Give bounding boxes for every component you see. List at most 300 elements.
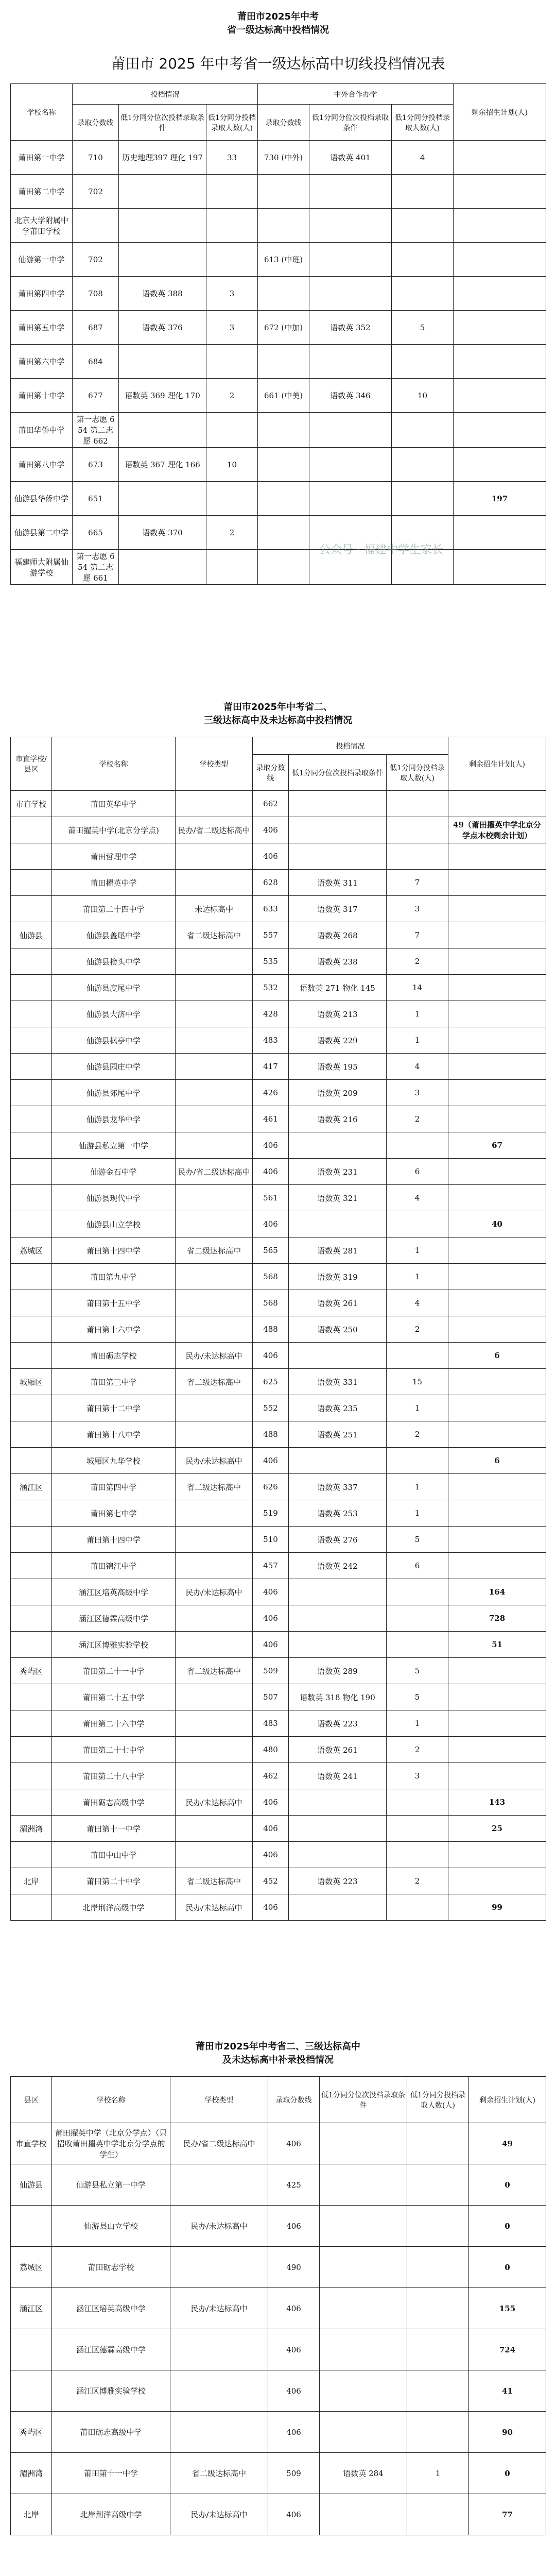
- cell-school: 仙游县大济中学: [52, 1001, 176, 1027]
- cell-cond: 语数英 261: [289, 1290, 387, 1316]
- cell-district: [11, 2206, 52, 2247]
- cell-type: [170, 2247, 268, 2288]
- cell-school: 莆田第二十四中学: [52, 896, 176, 922]
- cell-cond: 语数英 229: [289, 1027, 387, 1054]
- cell-remain: [448, 1474, 546, 1500]
- cell-school: 仙游县华侨中学: [11, 482, 73, 516]
- cell-district: [11, 1527, 52, 1553]
- cell-num: [387, 1789, 448, 1816]
- table-row: [11, 1185, 546, 1211]
- col-score: 录取分数线: [268, 2077, 320, 2123]
- cell-cond: [320, 2164, 407, 2206]
- cell-cond: [119, 209, 206, 243]
- cell-remain: 41: [469, 2370, 546, 2412]
- table-2: [10, 737, 546, 1921]
- cell-remain: [454, 243, 546, 277]
- cell-num: [387, 817, 448, 843]
- table-row: [11, 2288, 546, 2329]
- cell-school: 莆田第十一中学: [52, 1816, 176, 1842]
- cell-score: 708: [73, 277, 119, 311]
- table-row: [11, 243, 546, 277]
- cell-score: 633: [253, 896, 289, 922]
- cell-cond: 语数英 242: [289, 1553, 387, 1579]
- cell-district: 涵江区: [11, 1474, 52, 1500]
- cell-cond: 语数英 271 物化 145: [289, 975, 387, 1001]
- table-1: [10, 83, 546, 585]
- cell-num2: [392, 482, 454, 516]
- cell-cond: 语数英 367 理化 166: [119, 448, 206, 482]
- cell-cond: 语数英 281: [289, 1238, 387, 1264]
- cell-remain: [448, 948, 546, 975]
- cell-num2: [392, 209, 454, 243]
- cell-remain: 0: [469, 2247, 546, 2288]
- cell-district: [11, 1632, 52, 1658]
- cell-remain: [454, 175, 546, 209]
- cell-remain: 49（莆田擢英中学北京分学点本校剩余计划）: [448, 817, 546, 843]
- cell-num: 4: [387, 1185, 448, 1211]
- cell-cond2: [309, 175, 392, 209]
- cell-district: [11, 1789, 52, 1816]
- cell-num: [387, 1632, 448, 1658]
- cell-school: 莆田擢英中学(北京分学点): [52, 817, 176, 843]
- col-district: 县区: [11, 2077, 52, 2123]
- cell-score2: [258, 345, 309, 379]
- cell-type: [176, 1264, 253, 1290]
- table-row: [11, 1211, 546, 1238]
- cell-school: 莆田第十一中学: [52, 2453, 170, 2494]
- cell-school: 莆田第九中学: [52, 1264, 176, 1290]
- cell-school: 莆田第二十中学: [52, 1868, 176, 1894]
- cell-num: 1: [407, 2453, 469, 2494]
- cell-cond: 语数英 331: [289, 1369, 387, 1395]
- cell-cond2: 语数英 346: [309, 379, 392, 413]
- cell-school: 涵江区博雅实验学校: [52, 2370, 170, 2412]
- cell-cond: 语数英 241: [289, 1763, 387, 1789]
- cell-type: [170, 2412, 268, 2453]
- cell-score: 490: [268, 2247, 320, 2288]
- cell-score: 507: [253, 1684, 289, 1710]
- cell-num: 6: [387, 1553, 448, 1579]
- cell-type: 民办/省二级达标高中: [170, 2123, 268, 2164]
- cell-type: 省二级达标高中: [176, 1238, 253, 1264]
- cell-cond: [289, 791, 387, 817]
- cell-score: 651: [73, 482, 119, 516]
- cell-cond: 语数英 376: [119, 311, 206, 345]
- cell-district: [11, 1054, 52, 1080]
- col-school: 学校名称: [52, 2077, 170, 2123]
- cell-cond: [320, 2370, 407, 2412]
- cell-remain: 99: [448, 1894, 546, 1921]
- cell-school: 莆田第四中学: [11, 277, 73, 311]
- cell-score2: 730 (中外): [258, 141, 309, 175]
- cell-cond: 语数英 213: [289, 1001, 387, 1027]
- cell-remain: [448, 1159, 546, 1185]
- table-row: [11, 1159, 546, 1185]
- cell-type: [176, 1185, 253, 1211]
- table-row: [11, 2164, 546, 2206]
- cell-remain: [448, 1737, 546, 1763]
- cell-district: 北岸: [11, 2494, 52, 2535]
- cell-district: 市直学校: [11, 2123, 52, 2164]
- cell-district: [11, 1080, 52, 1106]
- cell-school: 仙游县私立第一中学: [52, 1132, 176, 1159]
- table-row: [11, 2453, 546, 2494]
- cell-score: 426: [253, 1080, 289, 1106]
- cell-remain: [448, 1421, 546, 1448]
- table-row: [11, 2123, 546, 2164]
- cell-cond: 语数英 253: [289, 1500, 387, 1527]
- cell-score: 687: [73, 311, 119, 345]
- cell-score: 519: [253, 1500, 289, 1527]
- cell-num: [387, 1605, 448, 1632]
- table-row: [11, 1842, 546, 1868]
- cell-school: 莆田锦江中学: [52, 1553, 176, 1579]
- cell-num: 3: [387, 1763, 448, 1789]
- cell-num: 1: [387, 1001, 448, 1027]
- cell-school: 莆田第十四中学: [52, 1527, 176, 1553]
- cell-cond: [119, 345, 206, 379]
- cell-cond: 语数英 321: [289, 1185, 387, 1211]
- cell-score: 483: [253, 1027, 289, 1054]
- section-2-subheading: 三级达标高中及未达标高中投档情况: [204, 715, 352, 726]
- cell-score: 480: [253, 1737, 289, 1763]
- cell-school: 莆田中山中学: [52, 1842, 176, 1868]
- table-row: [11, 2370, 546, 2412]
- cell-type: [176, 1553, 253, 1579]
- cell-score: 568: [253, 1290, 289, 1316]
- cell-remain: [454, 311, 546, 345]
- cell-cond: [320, 2288, 407, 2329]
- watermark: 公众号 · 福建中学生家长: [319, 544, 443, 556]
- col-remain: 剩余招生计划(人): [448, 737, 546, 791]
- cell-type: [170, 2329, 268, 2370]
- cell-score: 406: [253, 1816, 289, 1842]
- cell-score: 532: [253, 975, 289, 1001]
- cell-score: 628: [253, 870, 289, 896]
- cell-district: [11, 1132, 52, 1159]
- col-district: 市直学校/县区: [11, 737, 52, 791]
- cell-school: 莆田华侨中学: [11, 413, 73, 448]
- cell-type: [176, 1290, 253, 1316]
- cell-score: 488: [253, 1316, 289, 1343]
- table-3: [10, 2076, 546, 2535]
- cell-remain: [448, 975, 546, 1001]
- cell-score: 406: [268, 2412, 320, 2453]
- cell-remain: [454, 550, 546, 585]
- cell-district: 荔城区: [11, 1238, 52, 1264]
- cell-score: 462: [253, 1763, 289, 1789]
- cell-type: 民办/未达标高中: [170, 2288, 268, 2329]
- cell-school: 仙游县度尾中学: [52, 975, 176, 1001]
- cell-remain: [454, 413, 546, 448]
- cell-score: 561: [253, 1185, 289, 1211]
- cell-school: 莆田第七中学: [52, 1500, 176, 1527]
- cell-num: 10: [206, 448, 258, 482]
- cell-score: 702: [73, 175, 119, 209]
- cell-school: 北京大学附属中学莆田学校: [11, 209, 73, 243]
- cell-remain: [448, 1106, 546, 1132]
- col-num: 低1分同分投档录取人数(人): [206, 105, 258, 141]
- cell-cond: 语数英 311: [289, 870, 387, 896]
- cell-cond: [119, 243, 206, 277]
- cell-cond: [119, 175, 206, 209]
- cell-district: [11, 1343, 52, 1369]
- cell-score2: 613 (中班): [258, 243, 309, 277]
- cell-num2: [392, 413, 454, 448]
- cell-score: 710: [73, 141, 119, 175]
- cell-school: 仙游县龙华中学: [52, 1106, 176, 1132]
- cell-score2: 672 (中加): [258, 311, 309, 345]
- cell-school: 仙游县榜头中学: [52, 948, 176, 975]
- table-row: [11, 175, 546, 209]
- cell-type: [176, 1001, 253, 1027]
- cell-num: [206, 550, 258, 585]
- cell-cond: [320, 2206, 407, 2247]
- cell-num: 1: [387, 1474, 448, 1500]
- table-row: [11, 1369, 546, 1395]
- cell-num: [407, 2370, 469, 2412]
- cell-remain: 143: [448, 1789, 546, 1816]
- cell-type: 民办/省二级达标高中: [176, 1159, 253, 1185]
- table-row: [11, 1001, 546, 1027]
- cell-remain: [448, 1054, 546, 1080]
- cell-num2: 5: [392, 311, 454, 345]
- cell-type: 民办/未达标高中: [176, 1343, 253, 1369]
- cell-num: 2: [206, 516, 258, 550]
- cell-score: 406: [268, 2370, 320, 2412]
- cell-num: 1: [387, 1264, 448, 1290]
- cell-school: 莆田第二十八中学: [52, 1763, 176, 1789]
- table-row: [11, 1421, 546, 1448]
- cell-num: [407, 2247, 469, 2288]
- cell-num: 5: [387, 1684, 448, 1710]
- cell-num2: [392, 175, 454, 209]
- table-row: [11, 2329, 546, 2370]
- cell-cond2: [309, 448, 392, 482]
- cell-score: 702: [73, 243, 119, 277]
- table-row: [11, 1658, 546, 1684]
- cell-type: 民办/未达标高中: [170, 2494, 268, 2535]
- cell-score: 406: [268, 2494, 320, 2535]
- cell-district: 秀屿区: [11, 1658, 52, 1684]
- cell-score: 406: [268, 2206, 320, 2247]
- cell-remain: 51: [448, 1632, 546, 1658]
- cell-score: 406: [253, 1789, 289, 1816]
- cell-district: [11, 870, 52, 896]
- cell-num: [407, 2412, 469, 2453]
- cell-district: [11, 1395, 52, 1421]
- table-row: [11, 870, 546, 896]
- cell-school: 北岸荆洋高级中学: [52, 2494, 170, 2535]
- cell-school: 仙游县郊尾中学: [52, 1080, 176, 1106]
- cell-district: 湄洲湾: [11, 2453, 52, 2494]
- cell-score2: [258, 413, 309, 448]
- cell-num: 2: [387, 1868, 448, 1894]
- cell-cond: 语数英 223: [289, 1868, 387, 1894]
- cell-school: 莆田第五中学: [11, 311, 73, 345]
- cell-type: 省二级达标高中: [176, 1474, 253, 1500]
- cell-school: 涵江区德霖高级中学: [52, 2329, 170, 2370]
- table-3-body: [11, 2123, 546, 2535]
- cell-type: [176, 1816, 253, 1842]
- cell-remain: [448, 1185, 546, 1211]
- table-row: [11, 1605, 546, 1632]
- cell-district: [11, 1027, 52, 1054]
- cell-type: [176, 1763, 253, 1789]
- cell-cond: [119, 413, 206, 448]
- cell-num: 3: [387, 1080, 448, 1106]
- cell-cond2: 语数英 352: [309, 311, 392, 345]
- cell-cond: 语数英 250: [289, 1316, 387, 1343]
- table-row: [11, 379, 546, 413]
- cell-remain: [454, 516, 546, 550]
- cell-district: 市直学校: [11, 791, 52, 817]
- cell-district: [11, 1264, 52, 1290]
- cell-score: 406: [253, 1159, 289, 1185]
- cell-cond: 语数英 195: [289, 1054, 387, 1080]
- cell-type: [176, 1132, 253, 1159]
- table-1-body: [11, 141, 546, 585]
- table-row: [11, 1763, 546, 1789]
- cell-cond: [289, 1211, 387, 1238]
- cell-school: 莆田第四中学: [52, 1474, 176, 1500]
- cell-district: [11, 1763, 52, 1789]
- table-row: [11, 922, 546, 948]
- table-row: [11, 1080, 546, 1106]
- col-tdqk: 投档情况: [253, 737, 448, 755]
- cell-cond: [289, 1132, 387, 1159]
- table-row: [11, 1316, 546, 1343]
- cell-num: 2: [387, 948, 448, 975]
- cell-remain: [448, 1500, 546, 1527]
- cell-type: [176, 870, 253, 896]
- cell-type: 省二级达标高中: [176, 1868, 253, 1894]
- cell-remain: 25: [448, 1816, 546, 1842]
- col-school: 学校名称: [11, 84, 73, 141]
- cell-district: [11, 1684, 52, 1710]
- cell-remain: 90: [469, 2412, 546, 2453]
- cell-remain: 728: [448, 1605, 546, 1632]
- cell-num: 15: [387, 1369, 448, 1395]
- cell-remain: [448, 1395, 546, 1421]
- cell-score2: [258, 209, 309, 243]
- cell-num: [387, 1579, 448, 1605]
- cell-num: [407, 2288, 469, 2329]
- cell-type: [176, 1106, 253, 1132]
- cell-cond: [289, 1789, 387, 1816]
- cell-num: [407, 2123, 469, 2164]
- table-row: [11, 277, 546, 311]
- table-row: [11, 2206, 546, 2247]
- cell-cond: [320, 2494, 407, 2535]
- cell-cond: 语数英 231: [289, 1159, 387, 1185]
- cell-remain: [454, 448, 546, 482]
- cell-num: 7: [387, 922, 448, 948]
- cell-num: 2: [387, 1316, 448, 1343]
- table-row: [11, 1054, 546, 1080]
- section-2-heading: 莆田市2025年中考省二、: [223, 702, 333, 713]
- cell-score: 406: [253, 843, 289, 870]
- cell-remain: [454, 141, 546, 175]
- cell-district: [11, 1553, 52, 1579]
- cell-district: [11, 1001, 52, 1027]
- cell-num: 4: [387, 1054, 448, 1080]
- cell-cond: 语数英 216: [289, 1106, 387, 1132]
- cell-score: 552: [253, 1395, 289, 1421]
- cell-num: 2: [206, 379, 258, 413]
- cell-school: 莆田第十六中学: [52, 1316, 176, 1343]
- cell-district: [11, 1290, 52, 1316]
- cell-cond: 语数英 337: [289, 1474, 387, 1500]
- cell-score: 第一志愿 654 第二志愿 662: [73, 413, 119, 448]
- cell-num: 3: [206, 311, 258, 345]
- cell-cond2: [309, 413, 392, 448]
- section-3-heading: 莆田市2025年中考省二、三级达标高中: [195, 2041, 361, 2052]
- cell-type: [176, 1605, 253, 1632]
- cell-score: 535: [253, 948, 289, 975]
- cell-type: [170, 2370, 268, 2412]
- col-score2: 录取分数线: [258, 105, 309, 141]
- cell-score2: [258, 175, 309, 209]
- cell-score: [73, 209, 119, 243]
- cell-cond: [289, 1448, 387, 1474]
- cell-score: 406: [253, 1343, 289, 1369]
- cell-school: 仙游县第二中学: [11, 516, 73, 550]
- cell-num2: 4: [392, 141, 454, 175]
- cell-district: 秀屿区: [11, 2412, 52, 2453]
- cell-type: [176, 1027, 253, 1054]
- cell-score: 406: [253, 1894, 289, 1921]
- cell-num: [387, 1842, 448, 1868]
- cell-num: [407, 2164, 469, 2206]
- cell-score: 406: [253, 1132, 289, 1159]
- cell-num2: [392, 243, 454, 277]
- cell-school: 莆田英华中学: [52, 791, 176, 817]
- cell-cond: [289, 1816, 387, 1842]
- cell-remain: 77: [469, 2494, 546, 2535]
- cell-school: 莆田第八中学: [11, 448, 73, 482]
- cell-district: [11, 843, 52, 870]
- cell-score: 406: [268, 2288, 320, 2329]
- cell-score: 457: [253, 1553, 289, 1579]
- cell-district: [11, 2329, 52, 2370]
- table-row: [11, 1500, 546, 1527]
- cell-score: 626: [253, 1474, 289, 1500]
- cell-school: 莆田砺志高级中学: [52, 1789, 176, 1816]
- table-row: [11, 550, 546, 585]
- cell-remain: [454, 277, 546, 311]
- cell-type: [176, 1842, 253, 1868]
- cell-cond: 语数英 289: [289, 1658, 387, 1684]
- cell-cond: 语数英 317: [289, 896, 387, 922]
- table-row: [11, 2247, 546, 2288]
- cell-type: [176, 1316, 253, 1343]
- cell-type: [176, 1211, 253, 1238]
- table-row: [11, 1343, 546, 1369]
- table-row: [11, 141, 546, 175]
- cell-school: 涵江区博雅实验学校: [52, 1632, 176, 1658]
- col-score: 录取分数线: [73, 105, 119, 141]
- cell-cond: [119, 482, 206, 516]
- col-num: 低1分同分投档录取人数(人): [387, 755, 448, 791]
- cell-score: 406: [253, 1579, 289, 1605]
- cell-num: 6: [387, 1159, 448, 1185]
- cell-district: [11, 948, 52, 975]
- cell-remain: 197: [454, 482, 546, 516]
- cell-district: [11, 1605, 52, 1632]
- cell-score: 665: [73, 516, 119, 550]
- cell-type: 民办/省二级达标高中: [176, 817, 253, 843]
